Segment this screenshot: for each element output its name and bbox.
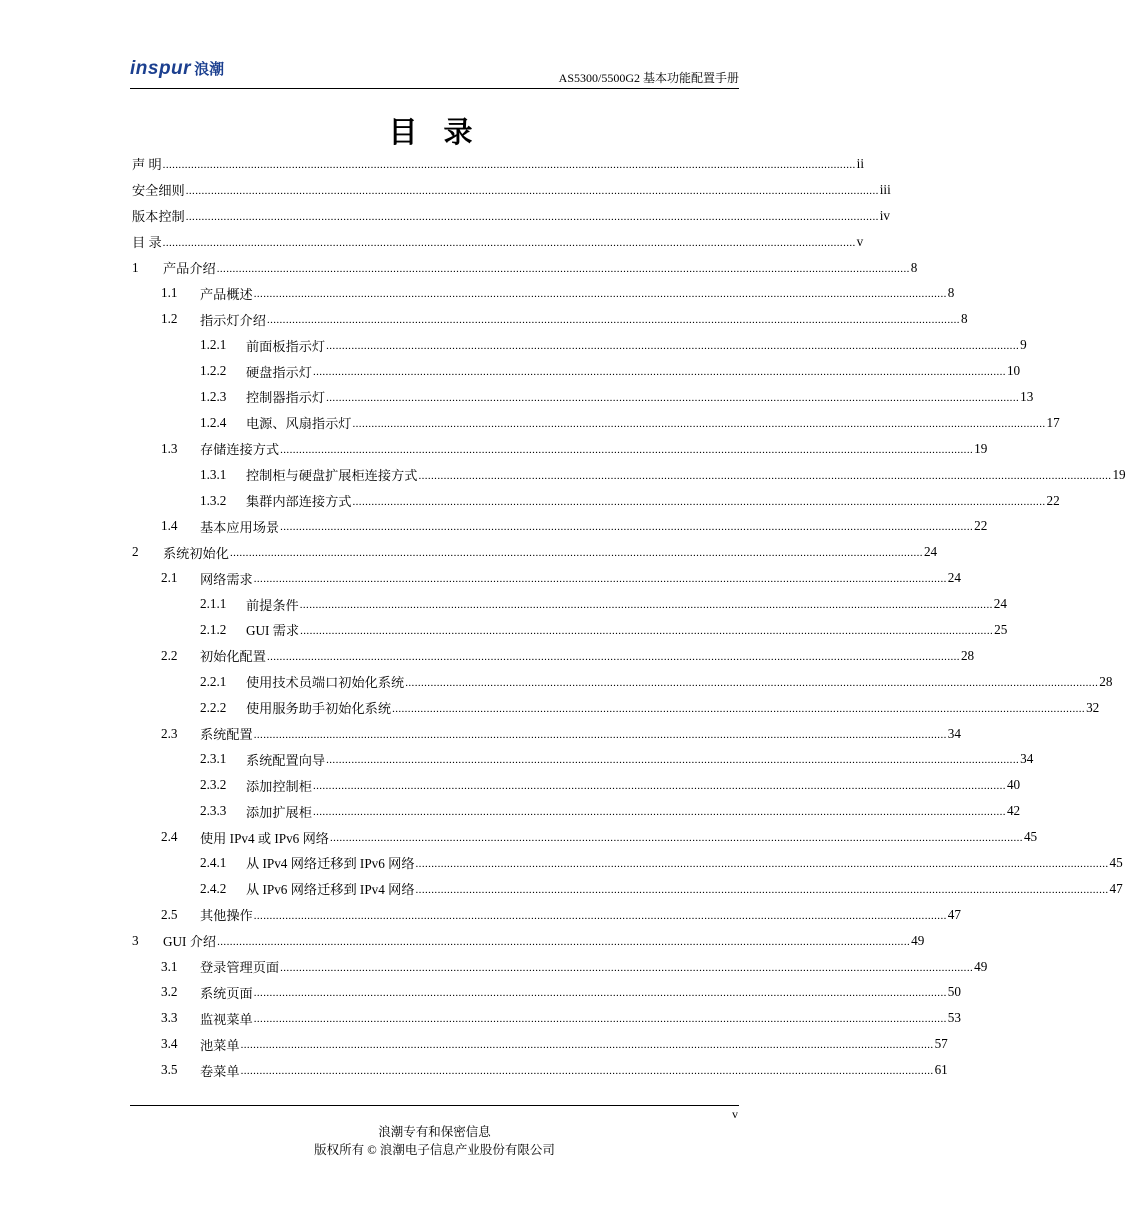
toc-entry-page: 34 [947,725,961,741]
toc-entry-title: 电源、风扇指示灯 [246,416,352,432]
toc-entry-page: 24 [923,544,938,560]
toc-entry-number: 2.3.1 [200,751,227,767]
toc-entry-page: 45 [1109,854,1123,870]
toc-entry-page: 42 [1006,803,1021,819]
toc-entry-page: 28 [960,647,975,663]
toc-entry-title: 控制柜与硬盘扩展柜连接方式 [246,468,418,484]
toc-entry-page: 9 [1020,337,1027,353]
toc-entry[interactable] [132,177,891,203]
toc-entry-title: 登录管理页面 [200,960,280,976]
toc-entry-title: 添加控制柜 [246,778,312,794]
toc-entry-page: 8 [947,285,955,301]
toc-dot-leader: ............................................................................................................................................................................................................................ [185,184,879,197]
toc-entry-number: 2.1 [161,570,178,586]
toc-entry[interactable] [132,772,1021,798]
toc-entry-number: 1.3.2 [200,492,227,508]
toc-entry[interactable] [132,332,1027,358]
toc-dot-leader: ............................................................................................................................................................................................................................ [326,391,1020,404]
toc-entry[interactable] [132,591,1007,617]
toc-entry-title: 版本控制 [132,209,185,225]
toc-dot-leader: ............................................................................................................................................................................................................................ [280,521,974,534]
toc-dot-leader: ............................................................................................................................................................................................................................ [392,702,1086,715]
toc-entry-page: 24 [993,596,1007,612]
toc-dot-leader: ............................................................................................................................................................................................................................ [352,417,1046,430]
toc-dot-leader: ............................................................................................................................................................................................................................ [266,314,960,327]
toc-entry-title: 前提条件 [246,597,299,613]
toc-entry-title: 监视菜单 [200,1011,253,1027]
toc-entry-page: 19 [974,440,988,456]
toc-entry-title: 硬盘指示灯 [246,364,312,380]
toc-entry-page: 34 [1020,751,1034,767]
toc-dot-leader: ............................................................................................................................................................................................................................ [229,547,923,560]
footer-divider [130,1105,739,1106]
toc-dot-leader: ............................................................................................................................................................................................................................ [253,1013,947,1026]
toc-dot-leader: ............................................................................................................................................................................................................................ [253,573,947,586]
toc-entry[interactable] [132,980,961,1006]
toc-entry-page: 22 [1046,492,1060,508]
toc-entry-number: 1.1 [161,285,178,301]
toc-dot-leader: ............................................................................................................................................................................................................................ [329,832,1023,845]
toc-entry-page: 25 [994,621,1008,637]
toc-dot-leader: ............................................................................................................................................................................................................................ [312,366,1006,379]
toc-entry-number: 3.1 [161,958,178,974]
toc-entry-page: 8 [910,259,918,275]
toc-entry-page: 49 [974,958,988,974]
toc-entry-page: 24 [947,570,961,586]
toc-dot-leader: ............................................................................................................................................................................................................................ [299,599,993,612]
toc-entry[interactable] [132,488,1060,514]
toc-entry-number: 1.2 [161,311,178,327]
toc-entry-page: 28 [1099,673,1113,689]
toc-entry-title: 系统配置向导 [246,752,326,768]
toc-entry-page: 13 [1020,388,1034,404]
toc-entry[interactable] [132,255,918,281]
toc-entry-number: 1.2.1 [200,337,227,353]
toc-entry[interactable] [132,746,1034,772]
toc-entry[interactable] [132,902,961,928]
toc-entry-number: 1.3.1 [200,466,227,482]
toc-dot-leader: ............................................................................................................................................................................................................................ [266,650,960,663]
inspur-logo [130,58,224,80]
footer-copyright: 版权所有 © 浪潮电子信息产业股份有限公司 [314,1143,555,1157]
toc-entry[interactable] [132,1031,948,1057]
toc-entry-page: 19 [1112,466,1126,482]
toc-entry-page: iii [879,181,891,197]
toc-entry-number: 2.3 [161,725,178,741]
toc-dot-leader: ............................................................................................................................................................................................................................ [300,624,994,637]
toc-entry-title: 声 明 [132,157,162,173]
toc-entry[interactable] [132,462,1126,488]
toc-dot-leader: ............................................................................................................................................................................................................................ [253,987,947,1000]
toc-entry[interactable] [132,306,968,332]
toc-entry-title: 前面板指示灯 [246,338,326,354]
toc-dot-leader: ............................................................................................................................................................................................................................ [312,780,1006,793]
footer-page-number: v [732,1107,738,1121]
header-document-title: AS5300/5500G2 基本功能配置手册 [558,71,739,85]
toc-dot-leader: ............................................................................................................................................................................................................................ [312,806,1006,819]
toc-dot-leader: ............................................................................................................................................................................................................................ [253,288,947,301]
toc-entry-title: GUI 介绍 [163,934,217,950]
toc-dot-leader: ............................................................................................................................................................................................................................ [217,935,911,948]
toc-entry-title: GUI 需求 [246,623,300,639]
toc-entry-title: 从 IPv6 网络迁移到 IPv4 网络 [246,882,415,898]
toc-entry-page: 22 [974,518,988,534]
toc-entry-number: 3.2 [161,984,178,1000]
toc-entry-page: v [856,233,864,249]
toc-entry-title: 系统页面 [200,985,253,1001]
toc-entry-title: 基本应用场景 [200,519,280,535]
toc-entry-number: 2.4 [161,829,178,845]
toc-entry-page: 45 [1023,829,1038,845]
toc-entry-title: 系统配置 [200,727,253,743]
toc-entry-page: 49 [911,932,925,948]
toc-entry-title: 安全细则 [132,183,185,199]
toc-entry[interactable] [132,695,1100,721]
toc-entry[interactable] [132,1005,961,1031]
toc-entry-page: 50 [947,984,961,1000]
toc-entry[interactable] [132,436,988,462]
toc-entry[interactable] [132,721,961,747]
toc-entry[interactable] [132,539,938,565]
toc-entry-title: 从 IPv4 网络迁移到 IPv6 网络 [246,856,415,872]
toc-entry-page: 53 [947,1010,961,1026]
logo-chinese: 浪潮 [194,61,225,78]
toc-entry-title: 添加扩展柜 [246,804,312,820]
toc-entry-number: 2.4.1 [200,854,227,870]
toc-dot-leader: ............................................................................................................................................................................................................................ [418,469,1112,482]
toc-dot-leader: ............................................................................................................................................................................................................................ [405,676,1099,689]
toc-entry-number: 1 [132,259,139,275]
toc-entry-title: 网络需求 [200,571,253,587]
toc-entry-title: 使用技术员端口初始化系统 [246,675,405,691]
toc-entry[interactable] [132,565,961,591]
toc-entry-title: 池菜单 [200,1037,240,1053]
toc-entry-number: 2.2 [161,647,178,663]
toc-entry-number: 2.2.2 [200,699,227,715]
toc-entry[interactable] [132,410,1060,436]
toc-dot-leader: ............................................................................................................................................................................................................................ [280,443,974,456]
toc-entry-number: 1.2.4 [200,414,227,430]
toc-dot-leader: ............................................................................................................................................................................................................................ [415,857,1109,870]
toc-dot-leader: ............................................................................................................................................................................................................................ [326,340,1020,353]
toc-entry[interactable] [132,824,1038,850]
toc-entry[interactable] [132,617,1008,643]
page-title: 目 录 [388,115,481,149]
toc-entry-title: 指示灯介绍 [200,312,266,328]
toc-entry-number: 2.1.2 [200,621,227,637]
toc-entry-title: 产品介绍 [163,261,216,276]
toc-dot-leader: ............................................................................................................................................................................................................................ [326,754,1020,767]
toc-entry-number: 3.3 [161,1010,178,1026]
toc-entry[interactable] [132,384,1034,410]
toc-dot-leader: ............................................................................................................................................................................................................................ [240,1039,934,1052]
toc-dot-leader: ............................................................................................................................................................................................................................ [280,961,974,974]
toc-dot-leader: ............................................................................................................................................................................................................................ [185,210,879,223]
toc-entry-page: 57 [934,1036,948,1052]
toc-entry-page: iv [879,207,891,223]
toc-entry[interactable] [132,798,1021,824]
toc-entry[interactable] [132,280,955,306]
toc-entry[interactable] [132,203,891,229]
page-header [130,55,739,89]
toc-entry-number: 2.5 [161,906,178,922]
toc-dot-leader: ............................................................................................................................................................................................................................ [253,728,947,741]
toc-entry[interactable] [132,850,1123,876]
toc-entry[interactable] [132,513,988,539]
toc-entry-title: 产品概述 [200,286,253,302]
toc-entry-title: 使用 IPv4 或 IPv6 网络 [200,830,329,846]
toc-entry-number: 3.4 [161,1036,178,1052]
toc-entry-number: 3 [132,932,139,948]
toc-entry-title: 控制器指示灯 [246,390,326,406]
toc-entry-title: 使用服务助手初始化系统 [246,701,392,717]
toc-entry[interactable] [132,229,864,255]
toc-dot-leader: ............................................................................................................................................................................................................................ [352,495,1046,508]
toc-entry-page: 10 [1006,363,1021,379]
toc-entry-title: 其他操作 [200,908,253,924]
toc-entry-number: 1.4 [161,518,178,534]
toc-entry-number: 3.5 [161,1062,178,1078]
logo-wordmark: inspur [130,58,192,79]
footer-confidential-notice: 浪潮专有和保密信息 [378,1125,491,1139]
toc-entry[interactable] [132,1057,948,1083]
toc-entry[interactable] [132,928,925,954]
toc-entry-title: 集群内部连接方式 [246,494,352,510]
toc-entry-number: 1.3 [161,440,178,456]
toc-entry-number: 2.1.1 [200,596,227,612]
toc-entry-page: 47 [947,906,961,922]
toc-entry-number: 1.2.3 [200,388,227,404]
toc-entry-page: 17 [1046,414,1060,430]
toc-entry[interactable] [132,358,1021,384]
toc-dot-leader: ............................................................................................................................................................................................................................ [162,236,856,249]
toc-entry-title: 初始化配置 [200,649,266,665]
toc-entry-title: 卷菜单 [200,1063,240,1079]
toc-entry[interactable] [132,876,1123,902]
toc-entry[interactable] [132,669,1113,695]
toc-entry[interactable] [132,643,975,669]
toc-entry-number: 2.3.3 [200,803,227,819]
toc-entry-page: 47 [1109,880,1123,896]
toc-dot-leader: ............................................................................................................................................................................................................................ [216,262,910,275]
toc-entry-page: ii [856,155,864,171]
toc-entry-page: 40 [1006,777,1021,793]
toc-dot-leader: ............................................................................................................................................................................................................................ [162,158,856,171]
toc-entry-number: 2 [132,544,139,560]
toc-entry-page: 61 [934,1062,948,1078]
toc-dot-leader: ............................................................................................................................................................................................................................ [415,883,1109,896]
toc-entry-title: 存储连接方式 [200,442,280,458]
toc-entry-number: 1.2.2 [200,363,227,379]
toc-entry-number: 2.3.2 [200,777,227,793]
toc-entry-number: 2.4.2 [200,880,227,896]
table-of-contents [132,151,1126,1083]
toc-entry-page: 8 [960,311,968,327]
toc-dot-leader: ............................................................................................................................................................................................................................ [253,909,947,922]
toc-entry-title: 目 录 [132,235,162,251]
toc-entry-page: 32 [1086,699,1100,715]
toc-dot-leader: ............................................................................................................................................................................................................................ [240,1065,934,1078]
toc-entry[interactable] [132,954,988,980]
toc-entry-number: 2.2.1 [200,673,227,689]
toc-entry-title: 系统初始化 [163,545,229,561]
toc-entry[interactable] [132,151,864,177]
